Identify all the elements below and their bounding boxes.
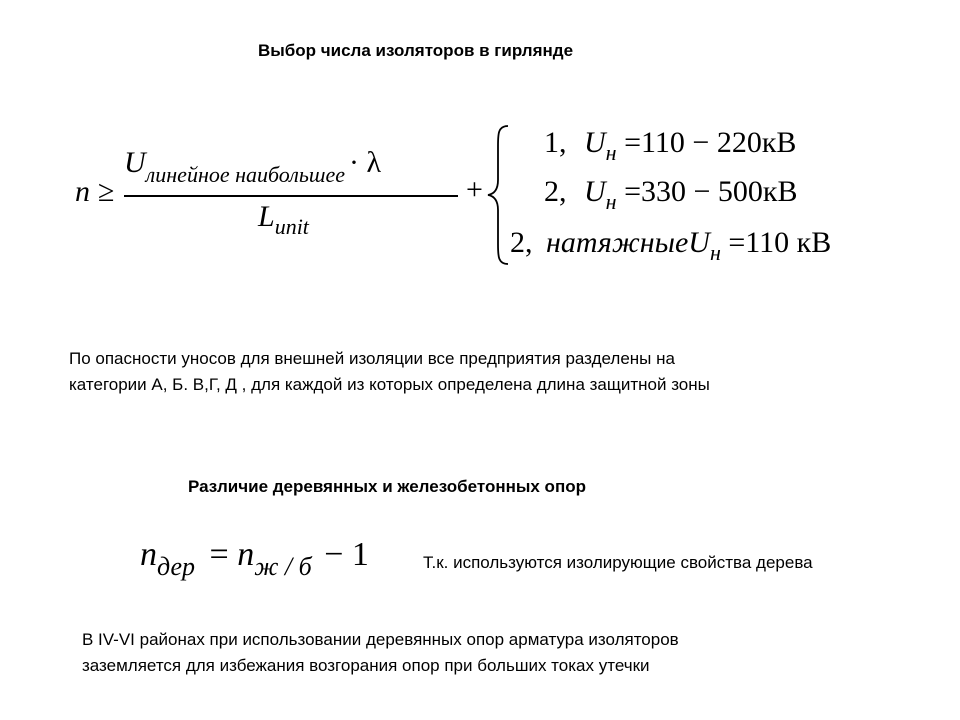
grounding-line-1: В IV-VI районах при использовании деревянных опор арматура изоляторов [82,630,679,649]
case3-number: 2, [510,226,533,259]
formula1-denom-sub: unit [274,214,309,239]
formula1-case-1 [544,126,797,165]
case1-number: 1, [544,126,567,159]
wood-note: Т.к. используются изолирующие свойства дерева [423,553,813,572]
formula1-case-2 [544,175,798,214]
formula1-fraction-bar [124,195,458,197]
heading-insulator-count: Выбор числа изоляторов в гирлянде [258,41,574,60]
case3-var: U [688,226,710,259]
case3-prefix: натяжные [546,226,689,259]
case3-rhs: =110 кВ [728,226,832,259]
case1-sub: н [605,140,617,165]
formula1-denom-var: L [258,200,275,233]
formula2-tail: − 1 [324,536,369,573]
formula1-case-3 [510,226,832,265]
pollution-paragraph [69,346,710,398]
formula1-numer-sub: линейное наибольшее [145,162,346,187]
formula1-numer-var: U [124,146,146,179]
formula2-lhs-var: n [140,536,157,573]
formula2-lhs-sub: дер [157,552,196,581]
case3-sub: н [709,240,721,265]
formula2-rhs-sub: ж / б [254,552,312,581]
formula1-plus: + [466,173,483,206]
formula1-denominator [258,200,309,239]
formula1-numer-tail: · λ [349,146,382,179]
case1-var: U [584,126,606,159]
case2-rhs: =330 − 500кВ [624,175,798,208]
case2-var: U [584,175,606,208]
formula1-relation: ≥ [98,175,115,208]
heading-supports-difference: Различие деревянных и железобетонных опор [188,477,586,496]
formula-wood-insulators [140,536,369,581]
formula2-equals: = [209,536,229,573]
formula2-rhs-var: n [237,536,255,573]
pollution-line-2: категории А, Б. В,Г, Д , для каждой из которых определена длина защитной зоны [69,375,710,394]
case2-number: 2, [544,175,567,208]
case1-rhs: =110 − 220кВ [624,126,797,159]
grounding-paragraph [82,627,679,679]
grounding-line-2: заземляется для избежания возгорания опор при больших токах утечки [82,656,650,675]
pollution-line-1: По опасности уносов для внешней изоляции все предприятия разделены на [69,349,675,368]
formula1-lhs: n [75,175,90,208]
formula1-numerator [124,146,382,187]
case2-sub: н [605,189,617,214]
